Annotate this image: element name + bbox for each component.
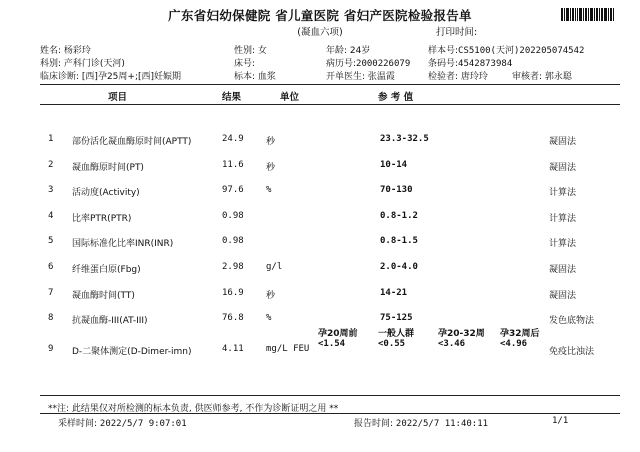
test-method: 凝固法 — [549, 265, 577, 275]
test-unit: % — [266, 185, 272, 195]
test-result: 16.9 — [222, 288, 244, 298]
reviewer: 郭永聪 — [544, 72, 572, 82]
column-header-result: 结果 — [222, 92, 242, 103]
print-time-label: 打印时间: — [436, 27, 478, 38]
report-time-field: 报告时间: 2022/5/7 11:40:11 — [354, 419, 489, 429]
age-field: 年龄: 24岁 — [326, 46, 371, 56]
sample-no-field: 样本号:CS5100(天河)202205074542 — [428, 46, 585, 56]
report-subtitle: (凝血六项) — [297, 27, 343, 38]
column-header-item: 项目 — [108, 92, 128, 103]
test-item: 部份活化凝血酶原时间(APTT) — [72, 137, 192, 147]
report-title: 广东省妇幼保健院 省儿童医院 省妇产医院检验报告单 — [168, 8, 472, 23]
record-no: 2000226079 — [356, 59, 411, 69]
row-number: 4 — [48, 211, 54, 221]
test-result: 0.98 — [222, 236, 244, 246]
diagnosis: [西]孕25周+;[西]妊娠期 — [81, 72, 181, 82]
test-item: 凝血酶原时间(PT) — [72, 163, 144, 173]
test-item: D-二聚体测定(D-Dimer-imn) — [72, 347, 192, 357]
row-number: 8 — [48, 313, 54, 323]
test-result: 4.11 — [222, 344, 244, 354]
test-reference: 70-130 — [380, 185, 413, 195]
test-reference: 0.8-1.5 — [380, 236, 418, 246]
barcode-no: 4542873984 — [458, 59, 513, 69]
ddimer-range-label: 一般人群 — [378, 329, 415, 339]
page-number: 1/1 — [552, 416, 569, 426]
reviewer-field: 审核者: 郭永聪 — [512, 72, 572, 82]
name-field: 姓名: 杨彩玲 — [40, 46, 91, 56]
row-number: 7 — [48, 288, 54, 298]
dept: 产科门诊(天河) — [63, 59, 125, 69]
column-header-unit: 单位 — [280, 92, 300, 103]
test-item: 活动度(Activity) — [72, 188, 140, 198]
patient-age: 24岁 — [349, 46, 371, 56]
ddimer-range-value: <1.54 — [318, 339, 346, 349]
test-result: 11.6 — [222, 160, 244, 170]
test-method: 发色底物法 — [549, 316, 595, 326]
test-reference: 14-21 — [380, 288, 408, 298]
table-bottom-rule — [40, 395, 620, 396]
table-header-rule — [40, 104, 620, 105]
row-number: 2 — [48, 160, 54, 170]
test-result: 76.8 — [222, 313, 244, 323]
ddimer-range-label: 孕20-32周 — [438, 329, 485, 339]
specimen-field: 标本: 血浆 — [234, 72, 276, 82]
report-time: 2022/5/7 11:40:11 — [395, 419, 489, 429]
patient-sex: 女 — [257, 46, 267, 56]
barcode-graphic — [561, 8, 621, 21]
test-method: 计算法 — [549, 188, 577, 198]
doctor: 张温霞 — [367, 72, 395, 82]
test-unit: 秒 — [266, 291, 276, 301]
doctor-field: 开单医生: 张温霞 — [326, 72, 395, 82]
test-item: 国际标准化比率INR(INR) — [72, 239, 174, 249]
test-item: 抗凝血酶-III(AT-III) — [72, 316, 148, 326]
test-reference: 2.0-4.0 — [380, 262, 418, 272]
row-number: 9 — [48, 344, 54, 354]
tester: 唐玲玲 — [460, 72, 488, 82]
test-method: 计算法 — [549, 214, 577, 224]
test-method: 免疫比浊法 — [549, 347, 595, 357]
table-top-rule — [40, 84, 620, 85]
row-number: 6 — [48, 262, 54, 272]
test-result: 24.9 — [222, 134, 244, 144]
test-method: 凝固法 — [549, 137, 577, 147]
tester-field: 检验者: 唐玲玲 — [428, 72, 488, 82]
ddimer-range-value: <0.55 — [378, 339, 406, 349]
record-no-field: 病历号:2000226079 — [326, 59, 411, 69]
test-item: 凝血酶时间(TT) — [72, 291, 135, 301]
test-unit: 秒 — [266, 163, 276, 173]
test-item: 纤维蛋白原(Fbg) — [72, 265, 141, 275]
row-number: 1 — [48, 134, 54, 144]
diagnosis-field: 临床诊断: [西]孕25周+;[西]妊娠期 — [40, 72, 181, 82]
barcode-no-field: 条码号:4542873984 — [428, 59, 513, 69]
test-reference: 75-125 — [380, 313, 413, 323]
test-unit: mg/L FEU — [266, 344, 310, 354]
test-reference: 23.3-32.5 — [380, 134, 429, 144]
test-result: 97.6 — [222, 185, 244, 195]
sample-no: CS5100(天河)202205074542 — [458, 46, 585, 56]
test-unit: g/l — [266, 262, 283, 272]
test-unit: 秒 — [266, 137, 276, 147]
ddimer-range-value: <3.46 — [438, 339, 466, 349]
test-unit: % — [266, 313, 272, 323]
patient-name: 杨彩玲 — [63, 46, 91, 56]
bed-field: 床号: — [234, 59, 256, 69]
test-reference: 10-14 — [380, 160, 408, 170]
footer-rule — [40, 413, 620, 414]
specimen: 血浆 — [257, 72, 276, 82]
ddimer-range-label: 孕20周前 — [318, 329, 358, 339]
test-method: 计算法 — [549, 239, 577, 249]
row-number: 5 — [48, 236, 54, 246]
sample-time-field: 采样时间: 2022/5/7 9:07:01 — [58, 419, 187, 429]
sex-field: 性别: 女 — [234, 46, 267, 56]
row-number: 3 — [48, 185, 54, 195]
dept-field: 科别: 产科门诊(天河) — [40, 59, 125, 69]
sample-time: 2022/5/7 9:07:01 — [99, 419, 187, 429]
disclaimer-note: **注: 此结果仅对所检测的标本负责, 供医师参考, 不作为诊断证明之用 ** — [48, 404, 339, 414]
test-item: 比率PTR(PTR) — [72, 214, 132, 224]
test-method: 凝固法 — [549, 291, 577, 301]
ddimer-range-label: 孕32周后 — [500, 329, 540, 339]
test-result: 2.98 — [222, 262, 244, 272]
column-header-reference: 参 考 值 — [378, 92, 414, 103]
test-result: 0.98 — [222, 211, 244, 221]
ddimer-range-value: <4.96 — [500, 339, 528, 349]
test-reference: 0.8-1.2 — [380, 211, 418, 221]
test-method: 凝固法 — [549, 163, 577, 173]
